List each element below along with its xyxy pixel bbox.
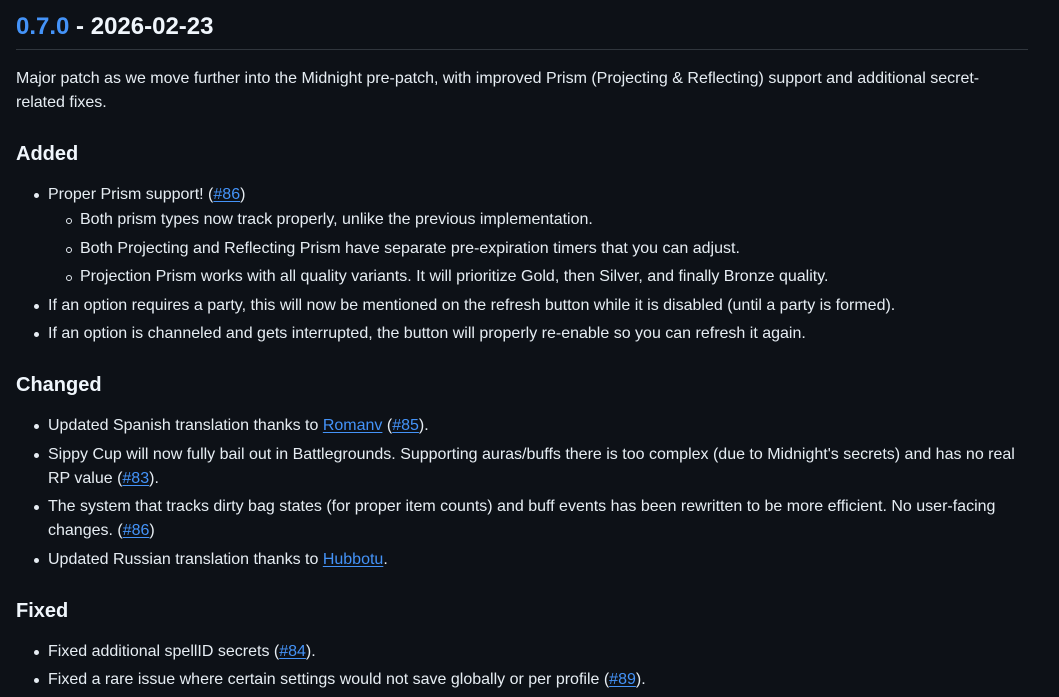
fixed-list xyxy=(16,640,1028,693)
title-separator: - xyxy=(69,13,91,40)
issue-link[interactable]: #86 xyxy=(122,522,150,539)
list-item: Updated Russian translation thanks to Hubbotu. xyxy=(48,548,1028,572)
section-heading-fixed: Fixed xyxy=(16,599,69,622)
user-link[interactable]: Hubbotu xyxy=(322,550,384,568)
list-item: Fixed a rare issue where certain settings would not save globally or per profile (#89). xyxy=(48,668,1028,692)
list-item: Both prism types now track properly, unlike the previous implementation. xyxy=(80,208,1028,232)
issue-link[interactable]: #85 xyxy=(392,417,419,434)
added-sublist xyxy=(48,208,1028,289)
list-item: Sippy Cup will now fully bail out in Battlegrounds. Supporting auras/buffs there is too complex (due to Midnight's secrets) and has no real RP value (#83). xyxy=(48,443,1028,491)
list-item: Both Projecting and Reflecting Prism have separate pre-expiration timers that you can adjust. xyxy=(80,237,1028,261)
issue-link[interactable]: #83 xyxy=(122,469,150,487)
list-item: Proper Prism support! (#86) Both prism types now track properly, unlike the previous implementation. Both Projecting and Reflecting Prism have separate pre-expiration timers that you can adjust. Projection Prism works with all quality variants. It will prioritize Gold, then Silver, and finally Bronze quality. xyxy=(48,183,1028,289)
issue-link[interactable]: #86 xyxy=(213,186,241,203)
list-item: If an option is channeled and gets interrupted, the button will properly re-enable so you can refresh it again. xyxy=(48,322,1028,346)
list-item: The system that tracks dirty bag states (for proper item counts) and buff events has been rewritten to be more efficient. No user-facing changes. (#86) xyxy=(48,495,1028,543)
section-heading-added: Added xyxy=(16,143,79,165)
release-title xyxy=(16,0,1028,50)
issue-link[interactable]: #89 xyxy=(609,671,636,688)
list-item: Updated Spanish translation thanks to Romanv (#85). xyxy=(48,414,1028,438)
issue-link[interactable]: #84 xyxy=(279,642,306,660)
added-list xyxy=(16,183,1028,346)
list-item: If an option requires a party, this will now be mentioned on the refresh button while it is disabled (until a party is formed). xyxy=(48,294,1028,318)
list-item: Fixed additional spellID secrets (#84). xyxy=(48,640,1028,664)
release-date: 2026-02-23 xyxy=(90,13,214,40)
changed-list xyxy=(16,414,1028,572)
list-item: Projection Prism works with all quality variants. It will prioritize Gold, then Silver, and finally Bronze quality. xyxy=(80,265,1028,289)
version-link[interactable]: 0.7.0 xyxy=(16,13,70,40)
user-link[interactable]: Romanv xyxy=(322,417,383,434)
release-intro: Major patch as we move further into the Midnight pre-patch, with improved Prism (Projecting & Reflecting) support and additional secret-related fixes. xyxy=(16,70,980,111)
section-heading-changed: Changed xyxy=(16,374,102,396)
